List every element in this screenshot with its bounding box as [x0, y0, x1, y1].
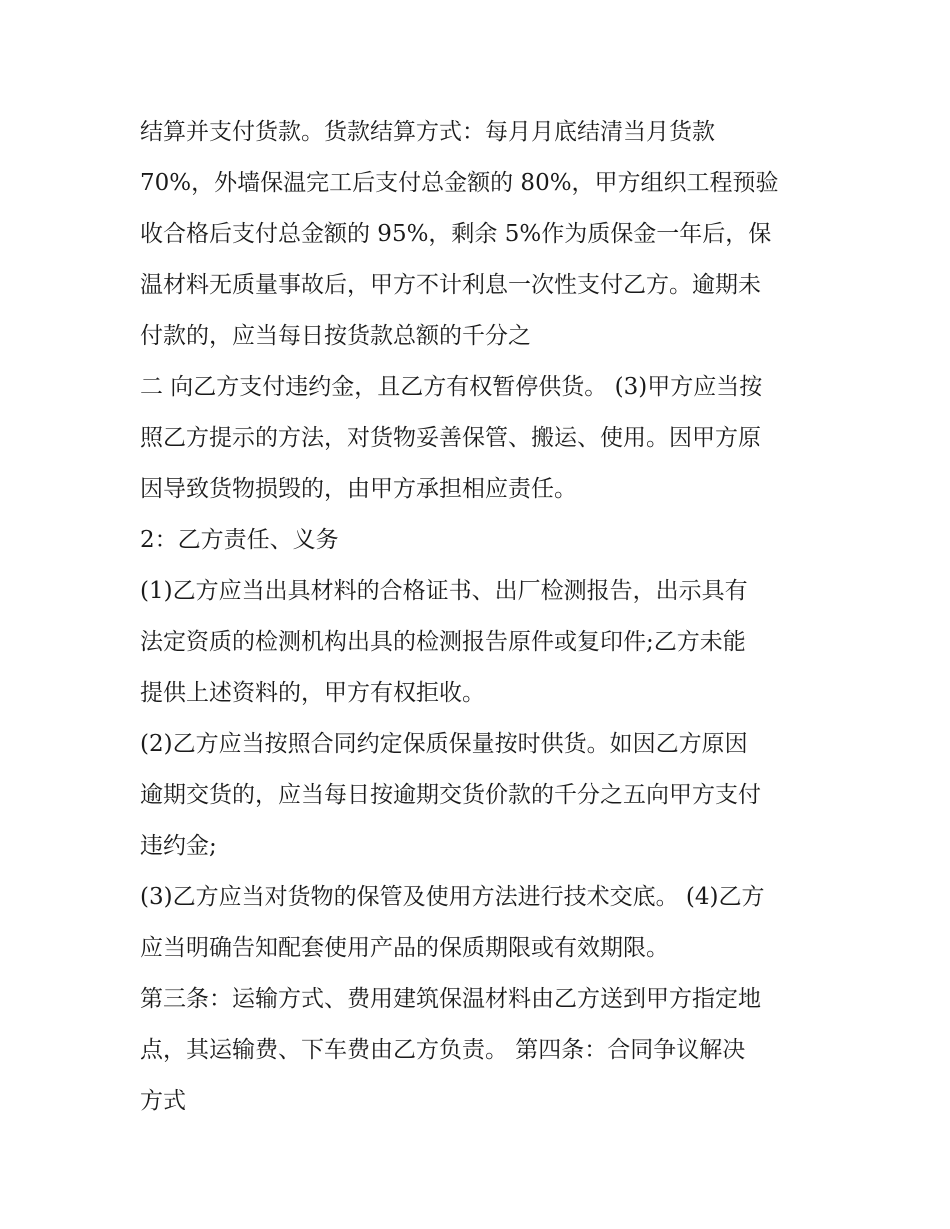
text-line: 收合格后支付总金额的 95%，剩余 5%作为质保金一年后，保	[140, 221, 772, 247]
text-line: 应当明确告知配套使用产品的保质期限或有效期限。	[140, 935, 669, 961]
text-line: (2)乙方应当按照合同约定保质保量按时供货。如因乙方原因	[140, 731, 748, 757]
text-line: 结算并支付货款。货款结算方式：每月月底结清当月货款	[140, 119, 715, 145]
text-line: 二 向乙方支付违约金，且乙方有权暂停供货。 (3)甲方应当按	[140, 374, 763, 400]
text-line: 70%，外墙保温完工后支付总金额的 80%，甲方组织工程预验	[140, 170, 779, 196]
text-line: 方式	[140, 1088, 186, 1114]
text-line: 温材料无质量事故后，甲方不计利息一次性支付乙方。逾期未	[140, 272, 761, 298]
text-line: 点，其运输费、下车费由乙方负责。 第四条：合同争议解决	[140, 1037, 746, 1063]
text-line: 因导致货物损毁的，由甲方承担相应责任。	[140, 476, 577, 502]
text-line: 第三条：运输方式、费用建筑保温材料由乙方送到甲方指定地	[140, 986, 761, 1012]
text-line: 违约金;	[140, 833, 217, 859]
section-heading: 2：乙方责任、义务	[140, 527, 339, 553]
text-line: (1)乙方应当出具材料的合格证书、出厂检测报告，出示具有	[140, 578, 748, 604]
text-line: 逾期交货的，应当每日按逾期交货价款的千分之五向甲方支付	[140, 782, 761, 808]
text-line: 提供上述资料的，甲方有权拒收。	[140, 680, 485, 706]
text-line: 照乙方提示的方法，对货物妥善保管、搬运、使用。因甲方原	[140, 425, 761, 451]
text-line: (3)乙方应当对货物的保管及使用方法进行技术交底。 (4)乙方	[140, 884, 765, 910]
document-body	[140, 107, 820, 1127]
text-line: 法定资质的检测机构出具的检测报告原件或复印件;乙方未能	[140, 629, 746, 655]
text-line: 付款的，应当每日按货款总额的千分之	[140, 323, 531, 349]
